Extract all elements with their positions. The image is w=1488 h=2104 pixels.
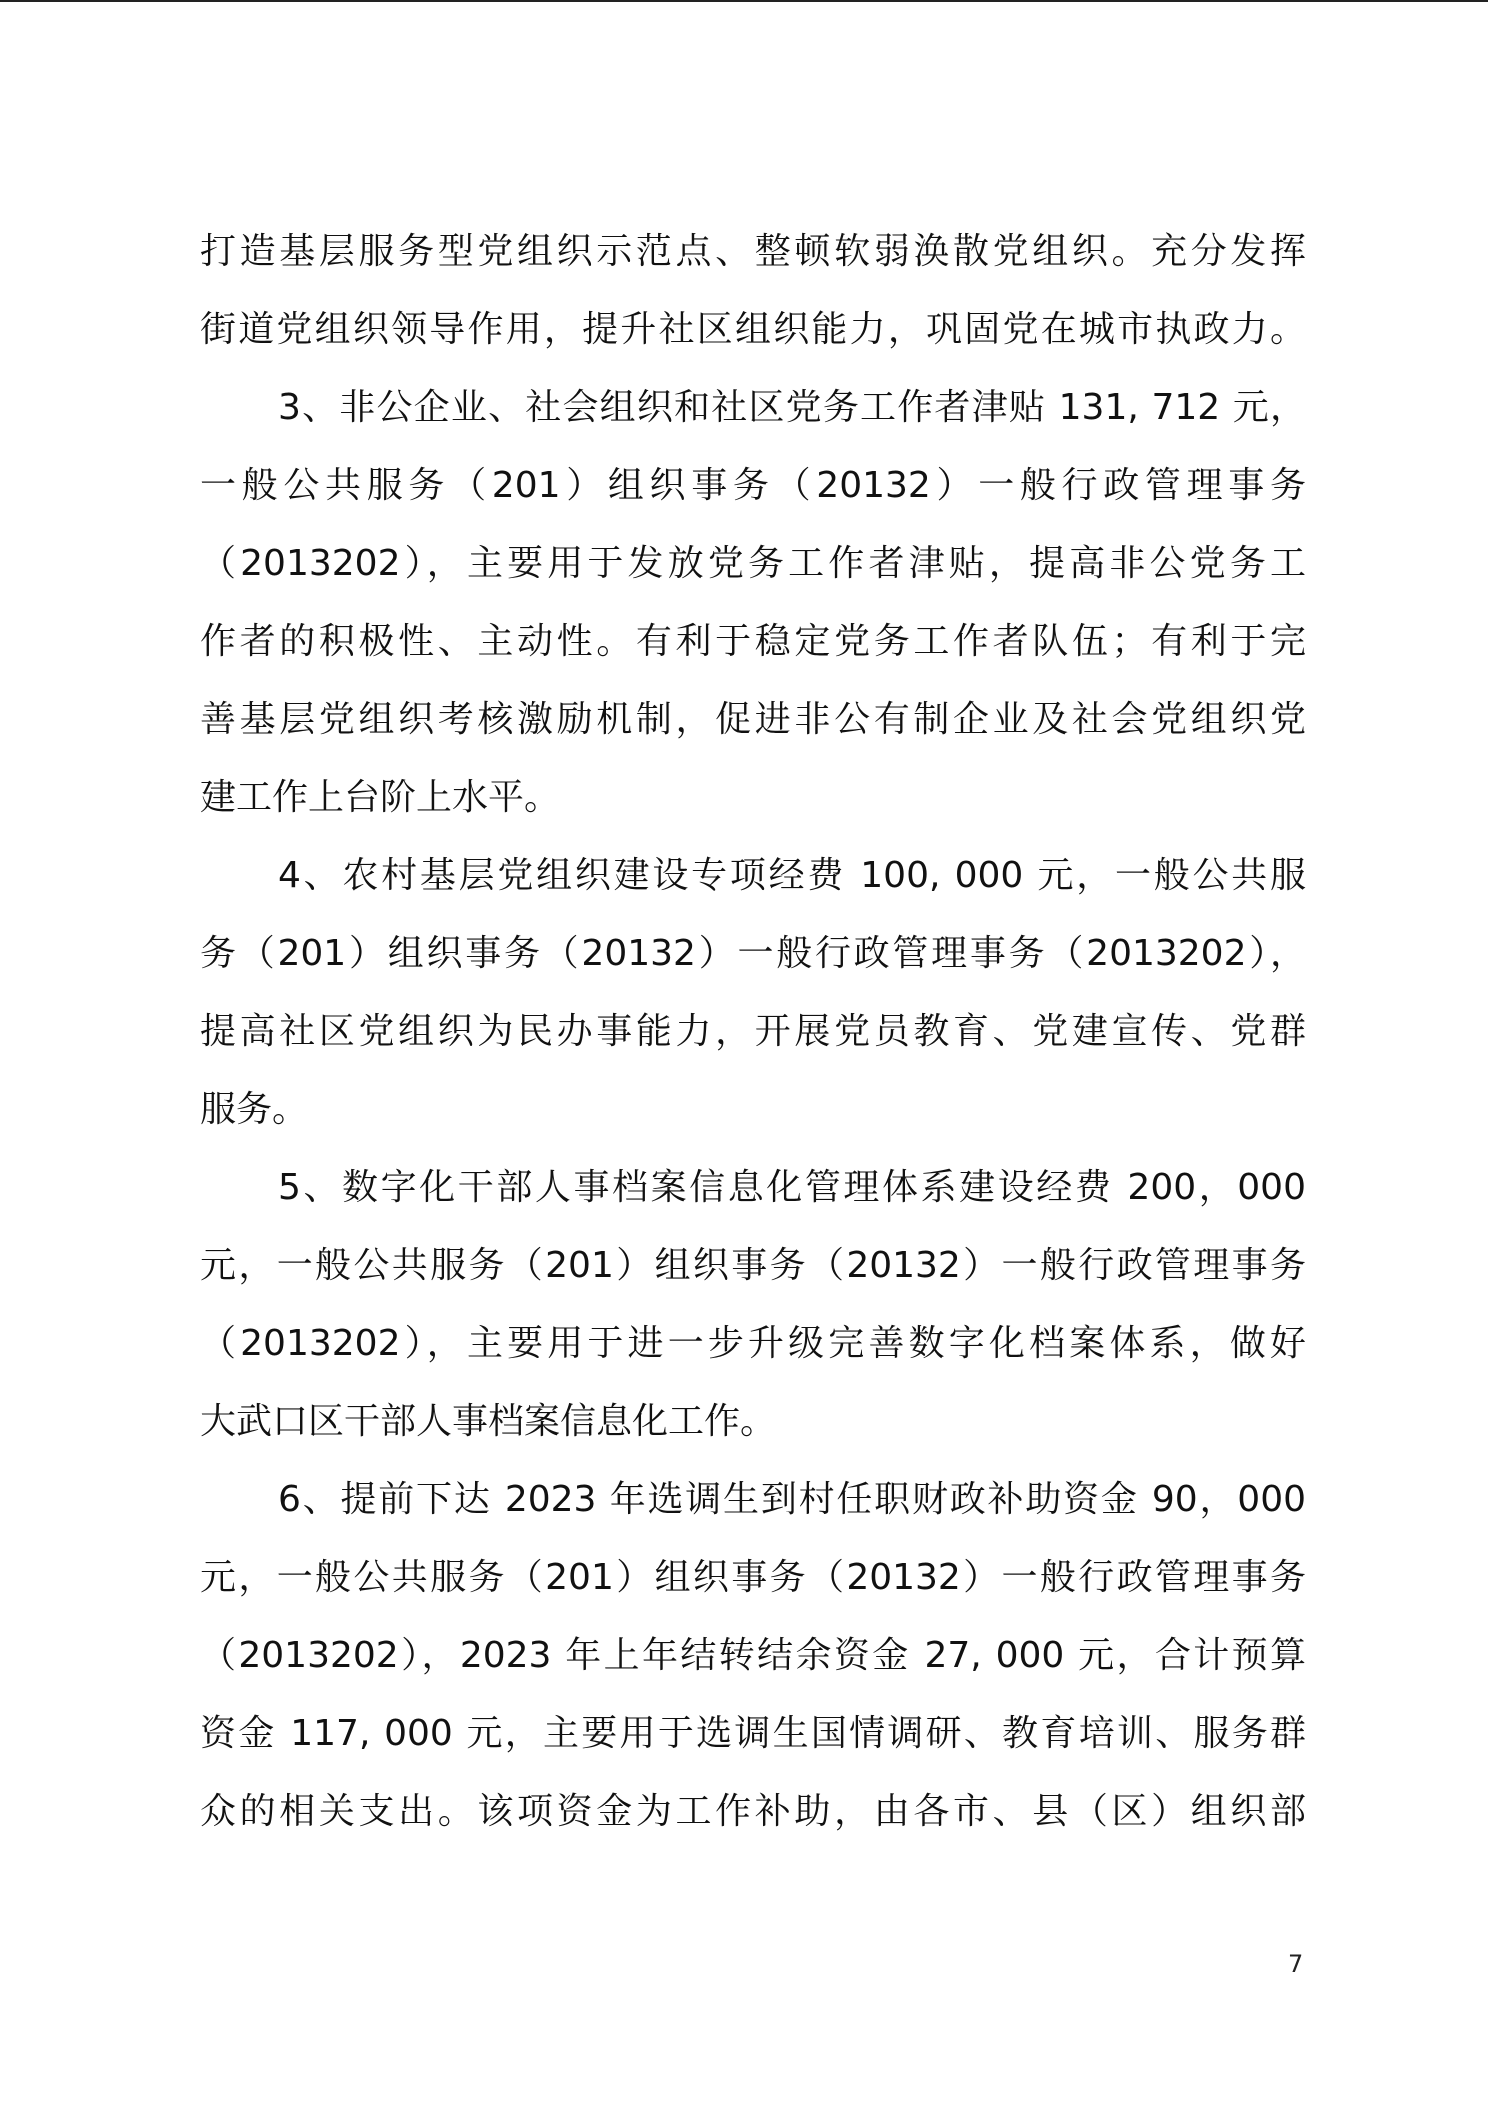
top-border-line [0,0,1488,2]
text-line: 提高社区党组织为民办事能力，开展党员教育、党建宣传、党群 [200,1011,1306,1052]
text-line: 4、农村基层党组织建设专项经费 100, 000 元，一般公共服 [278,855,1306,896]
text-line: 元，一般公共服务（201）组织事务（20132）一般行政管理事务 [200,1245,1306,1286]
text-line: 3、非公企业、社会组织和社区党务工作者津贴 131, 712 元， [278,387,1306,428]
text-line: （2013202），主要用于发放党务工作者津贴，提高非公党务工 [200,543,1306,584]
text-line: 元，一般公共服务（201）组织事务（20132）一般行政管理事务 [200,1557,1306,1598]
text-line: （2013202），主要用于进一步升级完善数字化档案体系，做好 [200,1323,1306,1364]
text-line: 众的相关支出。该项资金为工作补助，由各市、县（区）组织部 [200,1791,1306,1832]
text-line: 服务。 [200,1089,309,1130]
text-line: 6、提前下达 2023 年选调生到村任职财政补助资金 90，000 [278,1479,1306,1520]
text-line: （2013202），2023 年上年结转结余资金 27, 000 元，合计预算 [200,1635,1306,1676]
text-line: 5、数字化干部人事档案信息化管理体系建设经费 200，000 [278,1167,1306,1208]
text-line: 街道党组织领导作用，提升社区组织能力，巩固党在城市执政力。 [200,309,1306,350]
text-line: 务（201）组织事务（20132）一般行政管理事务（2013202）， [200,933,1306,974]
text-line: 建工作上台阶上水平。 [200,777,561,818]
text-line: 大武口区干部人事档案信息化工作。 [200,1401,777,1442]
page-number: 7 [1288,1950,1304,1978]
text-line: 作者的积极性、主动性。有利于稳定党务工作者队伍；有利于完 [200,621,1306,662]
text-line: 一般公共服务（201）组织事务（20132）一般行政管理事务 [200,465,1306,506]
text-line: 打造基层服务型党组织示范点、整顿软弱涣散党组织。充分发挥 [200,231,1306,272]
text-line: 善基层党组织考核激励机制，促进非公有制企业及社会党组织党 [200,699,1306,740]
text-line: 资金 117, 000 元，主要用于选调生国情调研、教育培训、服务群 [200,1713,1306,1754]
document-body [200,226,1306,1864]
